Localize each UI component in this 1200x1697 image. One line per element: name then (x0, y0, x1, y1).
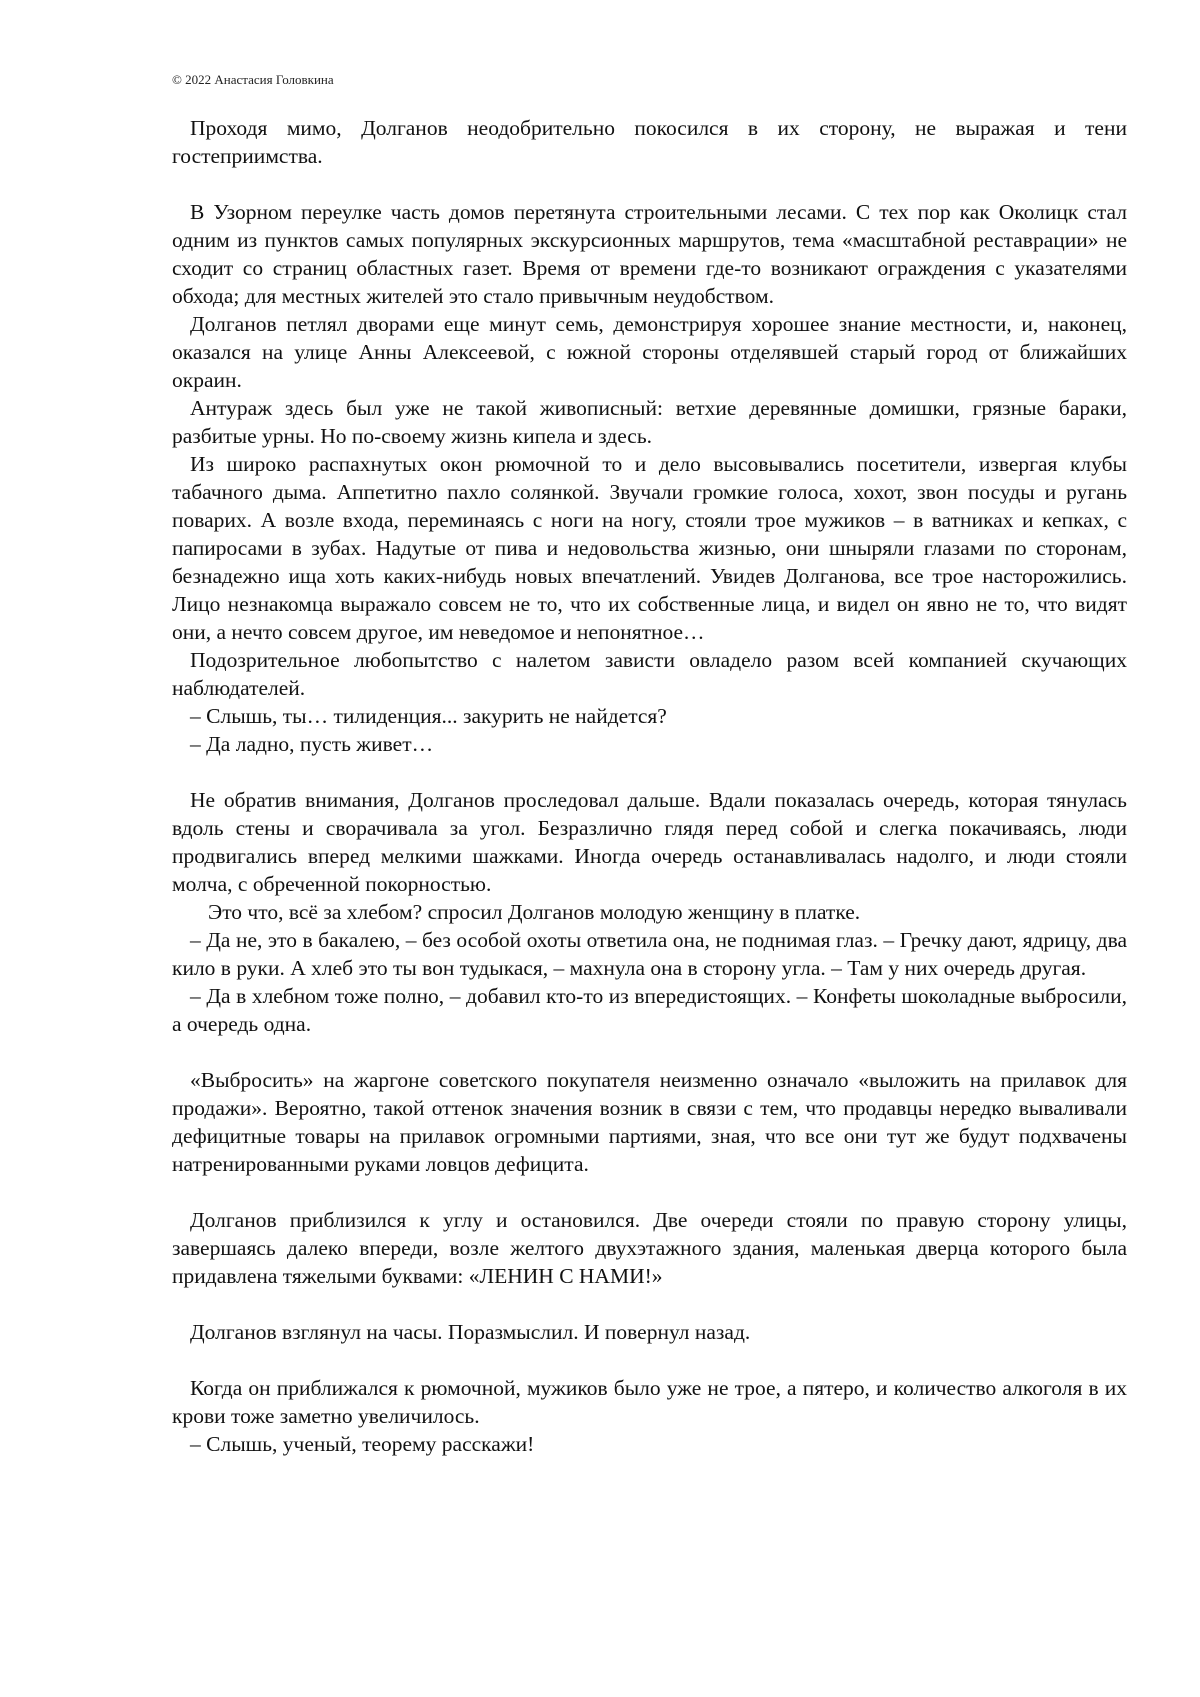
paragraph: Долганов приблизился к углу и остановился. Две очереди стояли по правую сторону улицы, завершаясь далеко впереди, возле желтого двухэтажного здания, маленькая дверца которого была придавлена тяжелыми буквами: «ЛЕНИН С НАМИ!» (172, 1208, 1127, 1288)
paragraph: Из широко распахнутых окон рюмочной то и дело высовывались посетители, извергая клубы табачного дыма. Аппетитно пахло солянкой. Звучали громкие голоса, хохот, звон посуды и ругань поварих. А возле входа, переминаясь с ноги на ногу, стояли трое мужиков – в ватниках и кепках, с папиросами в зубах. Надутые от пива и недовольства жизнью, они шныряли глазами по сторонам, безнадежно ища хоть каких-нибудь новых впечатлений. Увидев Долганова, все трое насторожились. Лицо незнакомца выражало совсем не то, что их собственные лица, и видел он явно не то, что видят они, а нечто совсем другое, им неведомое и непонятное… (172, 452, 1127, 644)
paragraph: Долганов петлял дворами еще минут семь, демонстрируя хорошее знание местности, и, наконец, оказался на улице Анны Алексеевой, с южной стороны отделявшей старый город от ближайших окраин. (172, 312, 1127, 392)
paragraph: Когда он приближался к рюмочной, мужиков было уже не трое, а пятеро, и количество алкоголя в их крови тоже заметно увеличилось. (172, 1376, 1127, 1428)
dialog-line: – Да ладно, пусть живет… (190, 732, 434, 756)
paragraph-gap (172, 1178, 1127, 1206)
text-body (172, 114, 1127, 1458)
paragraph-gap (172, 758, 1127, 786)
paragraph: «Выбросить» на жаргоне советского покупателя неизменно означало «выложить на прилавок для продажи». Вероятно, такой оттенок значения возник в связи с тем, что продавцы нередко вываливали дефицитные товары на прилавок огромными партиями, зная, что все они тут же будут подхвачены натренированными руками ловцов дефицита. (172, 1068, 1127, 1176)
dialog-line: – Слышь, ты… тилиденция... закурить не найдется? (190, 704, 667, 728)
paragraph: Долганов взглянул на часы. Поразмыслил. И повернул назад. (190, 1320, 751, 1344)
paragraph: Проходя мимо, Долганов неодобрительно покосился в их сторону, не выражая и тени гостеприимства. (172, 116, 1127, 168)
paragraph: Не обратив внимания, Долганов проследовал дальше. Вдали показалась очередь, которая тянулась вдоль стены и сворачивала за угол. Безразлично глядя перед собой и слегка покачиваясь, люди продвигались вперед мелкими шажками. Иногда очередь останавливалась надолго, и люди стояли молча, с обреченной покорностью. (172, 788, 1127, 896)
paragraph-gap (172, 1290, 1127, 1318)
paragraph-gap (172, 1038, 1127, 1066)
dialog-line: Это что, всё за хлебом? спросил Долганов молодую женщину в платке. (208, 900, 861, 924)
paragraph-gap (172, 1346, 1127, 1374)
paragraph: Антураж здесь был уже не такой живописный: ветхие деревянные домишки, грязные бараки, разбитые урны. Но по-своему жизнь кипела и здесь. (172, 396, 1127, 448)
copyright-header: © 2022 Анастасия Головкина (172, 72, 334, 87)
dialog-line: – Да в хлебном тоже полно, – добавил кто-то из впередистоящих. – Конфеты шоколадные выбросили, а очередь одна. (172, 984, 1127, 1036)
dialog-line: – Да не, это в бакалею, – без особой охоты ответила она, не поднимая глаз. – Гречку дают, ядрицу, два кило в руки. А хлеб это ты вон тудыкася, – махнула она в сторону угла. – Там у них очередь другая. (172, 928, 1127, 980)
paragraph-gap (172, 170, 1127, 198)
paragraph: Подозрительное любопытство с налетом зависти овладело разом всей компанией скучающих наблюдателей. (172, 648, 1127, 700)
dialog-line: – Слышь, ученый, теорему расскажи! (190, 1432, 535, 1456)
paragraph: В Узорном переулке часть домов перетянута строительными лесами. С тех пор как Околицк стал одним из пунктов самых популярных экскурсионных маршрутов, тема «масштабной реставрации» не сходит со страниц областных газет. Время от времени где-то возникают ограждения с указателями обхода; для местных жителей это стало привычным неудобством. (172, 200, 1127, 308)
